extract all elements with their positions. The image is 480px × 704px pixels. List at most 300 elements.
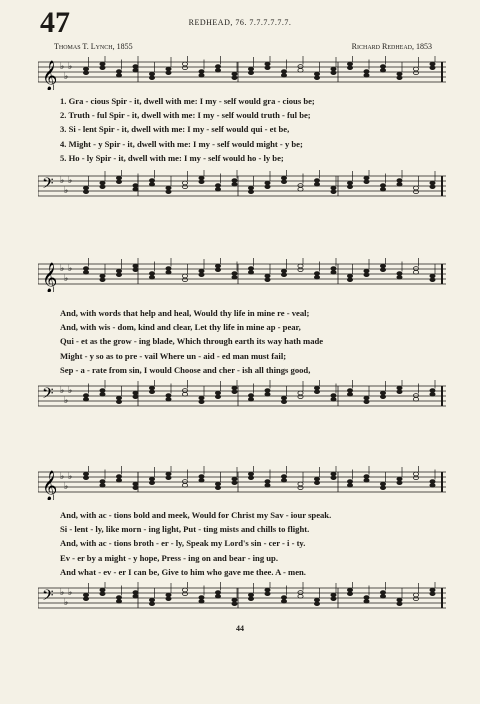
staff-lines (38, 380, 446, 414)
note-head (281, 73, 286, 77)
note-head (166, 597, 171, 601)
note-head (83, 270, 88, 274)
flat-icon: ♭ (64, 72, 69, 82)
note-head (116, 478, 121, 482)
note-head (83, 472, 88, 476)
note-head (413, 267, 418, 271)
flat-icon: ♭ (60, 176, 65, 186)
note-head (364, 599, 369, 603)
note-head (347, 592, 352, 596)
note-head (133, 482, 138, 486)
note-head (133, 486, 138, 490)
note-head (298, 486, 303, 490)
note-head (199, 478, 204, 482)
note-head (281, 176, 286, 180)
flat-icon: ♭ (64, 482, 69, 492)
note-head (364, 180, 369, 184)
note-head (215, 65, 220, 69)
note-head (380, 184, 385, 188)
note-head (232, 179, 237, 183)
note-head (380, 65, 385, 69)
note-head (116, 396, 121, 400)
note-head (83, 476, 88, 480)
verse-line: 3. Si - lent Spir - it, dwell with me: I my - self would qui - et be, (60, 124, 290, 135)
note-head (347, 389, 352, 393)
page-number: 44 (236, 624, 244, 633)
note-head (149, 386, 154, 390)
note-head (430, 483, 435, 487)
note-head (298, 594, 303, 598)
note-head (397, 477, 402, 481)
note-head (248, 270, 253, 274)
note-head (232, 390, 237, 394)
note-head (232, 386, 237, 390)
note-head (347, 392, 352, 396)
note-head (314, 182, 319, 186)
note-head (232, 272, 237, 276)
note-head (248, 472, 253, 476)
note-head (133, 395, 138, 399)
note-head (281, 475, 286, 479)
note-head (265, 588, 270, 592)
note-head (166, 67, 171, 71)
note-head (265, 392, 270, 396)
note-head (397, 602, 402, 606)
flat-icon: ♭ (68, 472, 73, 482)
note-head (116, 599, 121, 603)
note-head (182, 392, 187, 396)
note-head (149, 182, 154, 186)
note-head (199, 176, 204, 180)
flat-icon: ♭ (60, 588, 65, 598)
note-head (413, 67, 418, 71)
note-head (182, 389, 187, 393)
note-head (100, 181, 105, 185)
note-head (430, 66, 435, 70)
note-head (314, 72, 319, 76)
note-head (281, 180, 286, 184)
note-head (413, 597, 418, 601)
note-head (83, 190, 88, 194)
note-head (199, 70, 204, 74)
note-head (413, 190, 418, 194)
note-head (215, 268, 220, 272)
flat-icon: ♭ (60, 386, 65, 396)
note-head (331, 186, 336, 190)
note-head (199, 73, 204, 77)
bass-staff (38, 380, 446, 414)
note-head (298, 68, 303, 72)
note-head (347, 181, 352, 185)
note-head (331, 270, 336, 274)
note-head (83, 394, 88, 398)
note-head (397, 272, 402, 276)
note-head (413, 270, 418, 274)
note-head (83, 267, 88, 271)
verse-line: And, with ac - tions broth - er - ly, Speak my Lord's sin - cer - i - ty. (60, 538, 306, 549)
staff-lines (38, 466, 446, 500)
note-head (347, 274, 352, 278)
note-head (133, 268, 138, 272)
note-head (413, 186, 418, 190)
note-head (232, 598, 237, 602)
note-head (116, 180, 121, 184)
note-head (298, 65, 303, 69)
note-head (347, 185, 352, 189)
note-head (331, 597, 336, 601)
note-head (413, 593, 418, 597)
note-head (149, 72, 154, 76)
note-head (100, 392, 105, 396)
verse-line: And, with wis - dom, kind and clear, Let thy life in mine ap - pear, (60, 322, 301, 333)
note-head (248, 397, 253, 401)
flat-icon: ♭ (64, 186, 69, 196)
note-head (265, 483, 270, 487)
verse-line: Might - y so as to pre - vail Where un - aid - ed man must fail; (60, 350, 287, 361)
note-head (397, 275, 402, 279)
note-head (166, 186, 171, 190)
note-head (298, 395, 303, 399)
bass-clef-icon: 𝄢 (42, 175, 54, 196)
verse-line: Sep - a - rate from sin, I would Choose and cher - ish all things good, (60, 364, 311, 375)
note-head (100, 274, 105, 278)
verse-block (60, 508, 446, 579)
note-head (83, 597, 88, 601)
note-head (314, 390, 319, 394)
note-head (133, 68, 138, 72)
bass-staff (38, 582, 446, 616)
note-head (182, 274, 187, 278)
note-head (248, 394, 253, 398)
note-head (298, 591, 303, 595)
flat-icon: ♭ (68, 176, 73, 186)
note-head (116, 596, 121, 600)
note-head (83, 67, 88, 71)
note-head (281, 396, 286, 400)
note-head (364, 176, 369, 180)
note-head (413, 394, 418, 398)
note-head (116, 176, 121, 180)
note-head (347, 62, 352, 66)
note-head (149, 390, 154, 394)
note-head (430, 392, 435, 396)
note-head (215, 395, 220, 399)
note-head (100, 66, 105, 70)
note-head (248, 267, 253, 271)
flat-icon: ♭ (60, 472, 65, 482)
bass-clef-icon: 𝄢 (42, 385, 54, 406)
author-credit: Thomas T. Lynch, 1855 (54, 42, 133, 51)
note-head (413, 397, 418, 401)
note-head (380, 268, 385, 272)
note-head (149, 275, 154, 279)
staff-lines (38, 170, 446, 204)
flat-icon: ♭ (64, 396, 69, 406)
flat-icon: ♭ (64, 274, 69, 284)
note-head (199, 180, 204, 184)
note-head (364, 475, 369, 479)
note-head (248, 186, 253, 190)
note-head (199, 400, 204, 404)
note-head (281, 599, 286, 603)
note-head (298, 482, 303, 486)
note-head (397, 598, 402, 602)
note-head (314, 481, 319, 485)
note-head (364, 273, 369, 277)
staff-lines (38, 582, 446, 616)
treble-staff (38, 56, 446, 90)
note-head (265, 62, 270, 66)
note-head (232, 481, 237, 485)
note-head (364, 73, 369, 77)
note-head (199, 273, 204, 277)
note-head (133, 591, 138, 595)
treble-clef-icon: 𝄞 (42, 471, 58, 500)
note-head (116, 269, 121, 273)
note-head (281, 269, 286, 273)
verse-line: 5. Ho - ly Spir - it, dwell with me: I my - self would ho - ly be; (60, 152, 284, 163)
note-head (380, 591, 385, 595)
flat-icon: ♭ (64, 598, 69, 608)
note-head (265, 185, 270, 189)
note-head (232, 72, 237, 76)
note-head (364, 478, 369, 482)
note-head (347, 588, 352, 592)
treble-clef-icon: 𝄞 (42, 61, 58, 90)
staff-lines (38, 56, 446, 90)
note-head (83, 397, 88, 401)
note-head (215, 591, 220, 595)
note-head (314, 275, 319, 279)
note-head (248, 476, 253, 480)
verse-line: Ev - er by a might - y hope, Press - ing on and bear - ing up. (60, 552, 278, 563)
note-head (331, 190, 336, 194)
staff-lines (38, 258, 446, 292)
note-head (199, 475, 204, 479)
note-head (133, 391, 138, 395)
note-head (380, 264, 385, 268)
note-head (430, 62, 435, 66)
note-head (149, 481, 154, 485)
verse-line: Qui - et as the grow - ing blade, Which through earth its way hath made (60, 336, 324, 347)
note-head (430, 588, 435, 592)
note-head (199, 269, 204, 273)
tune-name: REDHEAD, 76. 7.7.7.7.7.7. (188, 18, 292, 27)
note-head (116, 273, 121, 277)
note-head (397, 481, 402, 485)
note-head (166, 71, 171, 75)
note-head (331, 476, 336, 480)
note-head (248, 597, 253, 601)
note-head (182, 66, 187, 70)
flat-icon: ♭ (60, 264, 65, 274)
note-head (149, 602, 154, 606)
note-head (364, 400, 369, 404)
note-head (83, 71, 88, 75)
note-head (232, 182, 237, 186)
note-head (380, 482, 385, 486)
note-head (199, 599, 204, 603)
note-head (199, 396, 204, 400)
note-head (413, 476, 418, 480)
verse-block (60, 94, 446, 165)
note-head (298, 184, 303, 188)
note-head (331, 472, 336, 476)
note-head (166, 270, 171, 274)
note-head (397, 72, 402, 76)
note-head (314, 386, 319, 390)
note-head (380, 391, 385, 395)
hymn-number: 47 (40, 6, 70, 39)
treble-staff (38, 258, 446, 292)
note-head (149, 598, 154, 602)
note-head (182, 480, 187, 484)
note-head (430, 480, 435, 484)
note-head (100, 588, 105, 592)
note-head (100, 278, 105, 282)
note-head (413, 71, 418, 75)
note-head (215, 486, 220, 490)
note-head (380, 594, 385, 598)
note-head (298, 268, 303, 272)
verse-line: 2. Truth - ful Spir - it, dwell with me: I my - self would truth - ful be; (60, 110, 311, 121)
note-head (314, 76, 319, 80)
note-head (314, 602, 319, 606)
note-head (331, 397, 336, 401)
note-head (133, 65, 138, 69)
flat-icon: ♭ (68, 62, 73, 72)
note-head (182, 588, 187, 592)
note-head (166, 593, 171, 597)
verse-block (60, 306, 446, 377)
note-head (397, 76, 402, 80)
note-head (232, 477, 237, 481)
note-head (314, 179, 319, 183)
note-head (199, 596, 204, 600)
note-head (166, 476, 171, 480)
note-head (215, 187, 220, 191)
verse-line: And, with ac - tions bold and meek, Would for Christ my Sav - iour speak. (60, 510, 332, 520)
note-head (331, 593, 336, 597)
note-head (182, 181, 187, 185)
note-head (215, 482, 220, 486)
note-head (430, 181, 435, 185)
note-head (166, 190, 171, 194)
note-head (215, 594, 220, 598)
note-head (166, 397, 171, 401)
flat-icon: ♭ (68, 588, 73, 598)
note-head (281, 478, 286, 482)
verse-line: Si - lent - ly, like morn - ing light, Put - ting mists and chills to flight. (60, 524, 310, 535)
note-head (430, 274, 435, 278)
note-head (248, 67, 253, 71)
note-head (182, 483, 187, 487)
note-head (314, 598, 319, 602)
note-head (265, 181, 270, 185)
note-head (149, 76, 154, 80)
note-head (133, 594, 138, 598)
note-head (265, 480, 270, 484)
note-head (215, 391, 220, 395)
note-head (331, 394, 336, 398)
note-head (397, 390, 402, 394)
note-head (149, 272, 154, 276)
bass-clef-icon: 𝄢 (42, 587, 54, 608)
note-head (380, 486, 385, 490)
note-head (116, 70, 121, 74)
note-head (182, 278, 187, 282)
note-head (364, 269, 369, 273)
note-head (100, 62, 105, 66)
note-head (347, 483, 352, 487)
note-head (380, 187, 385, 191)
note-head (314, 477, 319, 481)
note-head (281, 70, 286, 74)
note-head (298, 187, 303, 191)
note-head (215, 184, 220, 188)
note-head (232, 602, 237, 606)
flat-icon: ♭ (60, 62, 65, 72)
note-head (116, 475, 121, 479)
note-head (100, 389, 105, 393)
note-head (364, 70, 369, 74)
note-head (298, 391, 303, 395)
note-head (331, 67, 336, 71)
note-head (331, 267, 336, 271)
note-head (430, 278, 435, 282)
note-head (215, 264, 220, 268)
bass-staff (38, 170, 446, 204)
note-head (347, 480, 352, 484)
note-head (430, 592, 435, 596)
flat-icon: ♭ (68, 264, 73, 274)
note-head (166, 472, 171, 476)
note-head (364, 396, 369, 400)
note-head (265, 278, 270, 282)
note-head (397, 182, 402, 186)
note-head (314, 272, 319, 276)
note-head (100, 185, 105, 189)
note-head (265, 66, 270, 70)
note-head (265, 592, 270, 596)
note-head (182, 185, 187, 189)
note-head (347, 278, 352, 282)
note-head (133, 187, 138, 191)
treble-clef-icon: 𝄞 (42, 263, 58, 292)
note-head (380, 395, 385, 399)
note-head (248, 71, 253, 75)
note-head (182, 62, 187, 66)
note-head (100, 480, 105, 484)
note-head (248, 593, 253, 597)
note-head (430, 185, 435, 189)
verse-line: And, with words that help and heal, Would thy life in mine re - veal; (60, 308, 310, 318)
note-head (100, 592, 105, 596)
note-head (380, 68, 385, 72)
note-head (265, 274, 270, 278)
note-head (281, 400, 286, 404)
note-head (413, 472, 418, 476)
note-head (133, 184, 138, 188)
treble-staff (38, 466, 446, 500)
note-head (83, 593, 88, 597)
note-head (430, 389, 435, 393)
note-head (397, 386, 402, 390)
note-head (182, 592, 187, 596)
note-head (364, 596, 369, 600)
verse-line: 1. Gra - cious Spir - it, dwell with me: I my - self would gra - cious be; (60, 96, 315, 106)
note-head (116, 400, 121, 404)
